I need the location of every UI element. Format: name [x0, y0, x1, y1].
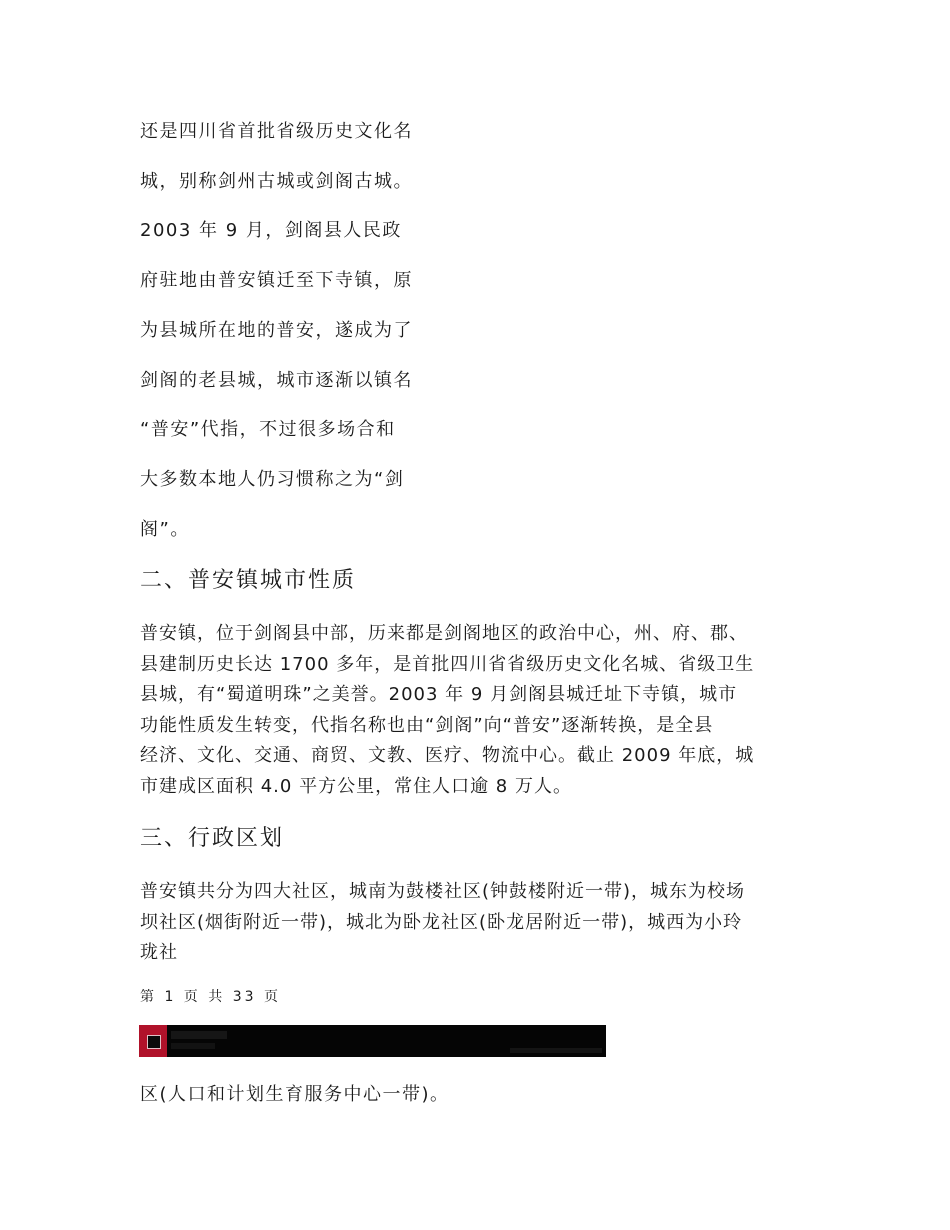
paragraph-line: 功能性质发生转变，代指名称也由“剑阁”向“普安”逐渐转换，是全县 — [140, 714, 714, 736]
intro-line: 剑阁的老县城，城市逐渐以镇名 — [140, 370, 413, 391]
section-heading-admin-division: 三、行政区划 — [140, 826, 285, 851]
intro-line: 城，别称剑州古城或剑阁古城。 — [140, 171, 413, 192]
page-number-footer: 第 1 页 共 33 页 — [140, 989, 281, 1005]
paragraph-line: 经济、文化、交通、商贸、文教、医疗、物流中心。截止 2009 年底，城 — [140, 745, 755, 766]
paragraph-line: 市建成区面积 4.0 平方公里，常住人口逾 8 万人。 — [140, 775, 572, 797]
paragraph-line: 坝社区(烟街附近一带)，城北为卧龙社区(卧龙居附近一带)，城西为小玲 — [140, 911, 743, 933]
continuation-text: 区(人口和计划生育服务中心一带)。 — [140, 1084, 450, 1105]
banner-title-mark — [171, 1031, 227, 1039]
section-heading-city-nature: 二、普安镇城市性质 — [140, 568, 357, 593]
ad-banner — [139, 1025, 606, 1057]
intro-line: 大多数本地人仍习惯称之为“剑 — [140, 469, 405, 490]
section-paragraph-admin-division — [140, 877, 810, 969]
intro-line: 还是四川省首批省级历史文化名 — [140, 121, 413, 142]
paragraph-line: 县城，有“蜀道明珠”之美誉。2003 年 9 月剑阁县城迁址下寺镇，城市 — [140, 684, 738, 705]
intro-line: “普安”代指，不过很多场合和 — [140, 419, 396, 440]
intro-line: 2003 年 9 月，剑阁县人民政 — [140, 220, 402, 241]
intro-line: 府驻地由普安镇迁至下寺镇，原 — [140, 270, 413, 291]
paragraph-line: 普安镇共分为四大社区，城南为鼓楼社区(钟鼓楼附近一带)，城东为校场 — [140, 881, 746, 902]
banner-subtitle-mark — [171, 1043, 215, 1049]
banner-caption-mark — [510, 1048, 602, 1053]
banner-logo-icon — [139, 1025, 167, 1057]
paragraph-line: 珑社 — [140, 942, 178, 963]
intro-line: 阁”。 — [140, 519, 190, 540]
banner-logo-square — [147, 1035, 161, 1049]
intro-line: 为县城所在地的普安，遂成为了 — [140, 320, 413, 341]
section-paragraph-city-nature — [140, 619, 810, 802]
paragraph-line: 县建制历史长达 1700 多年，是首批四川省省级历史文化名城、省级卫生 — [140, 653, 755, 675]
paragraph-line: 普安镇，位于剑阁县中部，历来都是剑阁地区的政治中心，州、府、郡、 — [140, 623, 748, 644]
